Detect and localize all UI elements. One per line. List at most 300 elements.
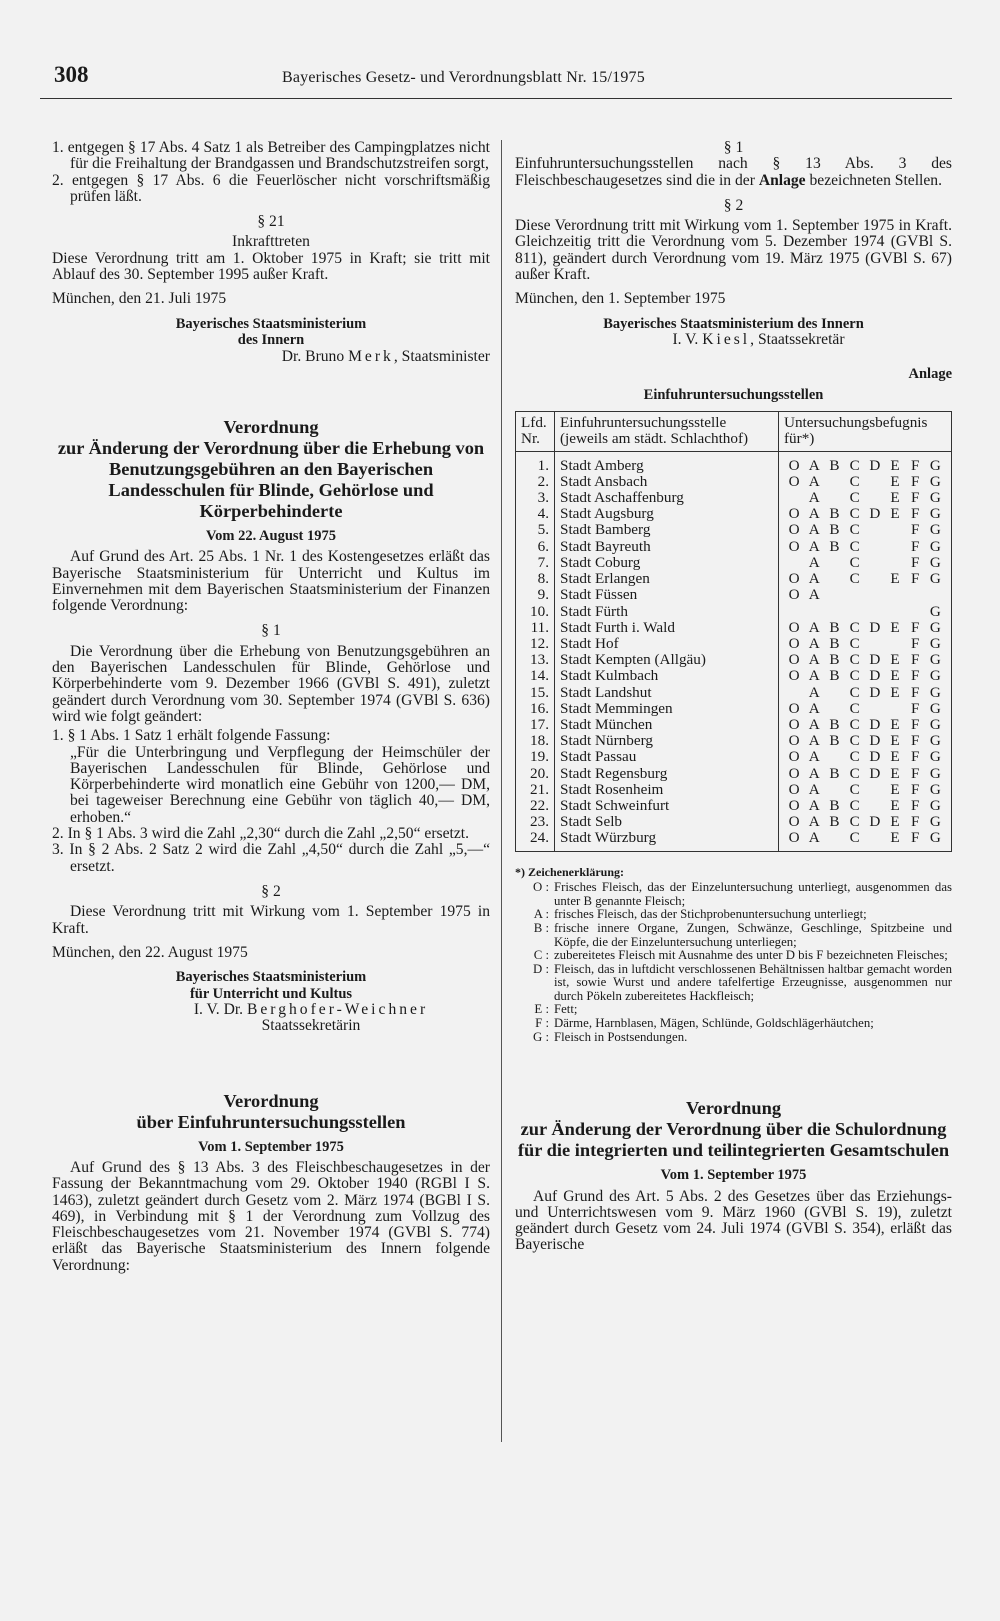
authority-code: A bbox=[808, 489, 820, 507]
authority-code: B bbox=[829, 732, 840, 750]
authority-code: E bbox=[890, 651, 900, 669]
authority-codes bbox=[779, 685, 952, 701]
authority-code: C bbox=[849, 570, 860, 588]
authority-line: für Unterricht und Kultus bbox=[189, 985, 353, 1002]
authority-codes bbox=[779, 490, 952, 506]
row-number: 11. bbox=[516, 620, 555, 636]
authority-code: O bbox=[788, 748, 800, 766]
table-row bbox=[516, 782, 952, 798]
authority-code: E bbox=[890, 829, 900, 847]
authority-code: F bbox=[910, 699, 920, 717]
authority-code: B bbox=[829, 505, 840, 523]
authority-line: Bayerisches Staatsministerium bbox=[175, 315, 367, 332]
legend-key: G : bbox=[533, 1029, 549, 1044]
authority-code: O bbox=[788, 796, 800, 814]
authority-code: C bbox=[849, 732, 860, 750]
legend-text: frisches Fleisch, das der Stichprobenuntersuchung unterliegt; bbox=[554, 907, 867, 922]
authority-code: G bbox=[929, 489, 941, 507]
station-name: Stadt Amberg bbox=[555, 451, 779, 474]
station-name: Stadt Landshut bbox=[555, 685, 779, 701]
authority-code: G bbox=[929, 813, 941, 831]
authority-code: O bbox=[788, 780, 800, 798]
authority-code: O bbox=[788, 537, 800, 555]
authority-code: C bbox=[849, 796, 860, 814]
authority-code: A bbox=[808, 748, 820, 766]
station-name: Stadt Bayreuth bbox=[555, 539, 779, 555]
legend-title: *) Zeichenerklärung: bbox=[515, 864, 624, 879]
row-number: 17. bbox=[516, 717, 555, 733]
section-number: § 1 bbox=[261, 622, 281, 640]
authority-code: F bbox=[910, 553, 920, 571]
authority-code: G bbox=[929, 602, 941, 620]
authority-code: A bbox=[808, 521, 820, 539]
station-name: Stadt Memmingen bbox=[555, 701, 779, 717]
authority-code: F bbox=[910, 829, 920, 847]
page-header bbox=[40, 58, 952, 99]
table-row bbox=[516, 717, 952, 733]
station-name: Stadt Würzburg bbox=[555, 830, 779, 851]
quote: „Für die Unterbringung und Verpflegung der Heimschüler der Bayerischen Landesschulen für Blinde, Gehörlose und Körperbehinderte wird monatlich eine Gebühr von 1200,— DM, bei tageweiser Berechnung eine Gebühr von täglich 40,— DM, erhoben.“ bbox=[70, 743, 490, 826]
legend-item bbox=[515, 1017, 952, 1031]
authority-code: C bbox=[849, 683, 860, 701]
station-name: Stadt Ansbach bbox=[555, 474, 779, 490]
ordinance-heading: Verordnung bbox=[685, 1098, 782, 1119]
ordinance-heading: Verordnung bbox=[223, 416, 319, 437]
station-name: Stadt Bamberg bbox=[555, 522, 779, 538]
authority-code: A bbox=[808, 618, 820, 636]
row-number: 1. bbox=[516, 451, 555, 474]
authority-code: G bbox=[929, 796, 941, 814]
authority-code: G bbox=[929, 634, 941, 652]
row-number: 12. bbox=[516, 636, 555, 652]
authority-code: B bbox=[829, 796, 840, 814]
ordinance-title: über Einfuhruntersuchungsstellen bbox=[136, 1111, 406, 1132]
row-number: 9. bbox=[516, 587, 555, 603]
place-date: München, den 21. Juli 1975 bbox=[52, 290, 227, 308]
table-row bbox=[516, 701, 952, 717]
authority-codes bbox=[779, 539, 952, 555]
authority-code: F bbox=[910, 521, 920, 539]
authority-code: G bbox=[929, 537, 941, 555]
station-name: Stadt Erlangen bbox=[555, 571, 779, 587]
table-row bbox=[516, 522, 952, 538]
authority-code: E bbox=[890, 489, 900, 507]
list-item: 3. In § 2 Abs. 2 Satz 2 wird die Zahl „4,50“ durch die Zahl „5,—“ ersetzt. bbox=[52, 841, 490, 875]
authority-code: E bbox=[890, 667, 900, 685]
section-text: Diese Verordnung tritt am 1. Oktober 1975 in Kraft; sie tritt mit Ablauf des 30. September 1995 außer Kraft. bbox=[52, 249, 490, 284]
authority-code: A bbox=[808, 683, 820, 701]
authority-code: D bbox=[869, 732, 881, 750]
authority-code: F bbox=[910, 796, 920, 814]
preamble: Auf Grund des Art. 25 Abs. 1 Nr. 1 des Kostengesetzes erläßt das Bayerische Staatsministerium für Unterricht und Kultus im Einvernehmen mit dem Bayerischen Staatsministerium der Finanzen folgende Verordnung: bbox=[52, 548, 490, 615]
ordinance-title: zur Änderung der Verordnung über die Erhebung von Benutzungsgebühren an den Bayerischen Landesschulen für Blinde, Gehörlose und Körperbehinderte bbox=[57, 437, 485, 521]
section-number: § 1 bbox=[723, 139, 744, 156]
legend-item bbox=[515, 1003, 952, 1017]
inspection-stations-table bbox=[515, 411, 952, 851]
authority-code: G bbox=[929, 618, 941, 636]
table-row bbox=[516, 571, 952, 587]
authority-code: C bbox=[849, 651, 860, 669]
row-number: 20. bbox=[516, 766, 555, 782]
authority-code: C bbox=[849, 829, 860, 847]
authority-code: O bbox=[788, 456, 800, 474]
table-row bbox=[516, 766, 952, 782]
authority-code: C bbox=[849, 505, 860, 523]
table-row bbox=[516, 587, 952, 603]
row-number: 14. bbox=[516, 668, 555, 684]
authority-codes bbox=[779, 766, 952, 782]
authority-code: B bbox=[829, 521, 840, 539]
station-name: Stadt Augsburg bbox=[555, 506, 779, 522]
authority-code: D bbox=[869, 813, 881, 831]
legend-key: B : bbox=[533, 920, 549, 935]
authority-codes bbox=[779, 636, 952, 652]
authority-codes bbox=[779, 830, 952, 851]
authority-code: C bbox=[849, 521, 860, 539]
authority-code: A bbox=[808, 586, 820, 604]
authority-code: B bbox=[829, 667, 840, 685]
authority-codes bbox=[779, 733, 952, 749]
legend-key: D : bbox=[533, 961, 549, 976]
ordinance-heading: Verordnung bbox=[223, 1090, 319, 1111]
left-column bbox=[52, 140, 490, 1274]
authority-codes bbox=[779, 474, 952, 490]
row-number: 2. bbox=[516, 474, 555, 490]
table-row bbox=[516, 636, 952, 652]
authority-code: E bbox=[890, 715, 900, 733]
legend-item bbox=[515, 1031, 952, 1045]
legend-text: frische innere Organe, Zungen, Schwänze, Geschlinge, Spitzbeine und Köpfe, die der Einzeluntersuchung unterliegen; bbox=[554, 920, 952, 949]
authority-codes bbox=[779, 652, 952, 668]
signature: I. V. Dr. Berghofer-Weichner bbox=[193, 1001, 429, 1019]
authority-code: B bbox=[829, 813, 840, 831]
legend-key: A : bbox=[533, 907, 549, 922]
authority-code: G bbox=[929, 829, 941, 847]
legend-item bbox=[515, 922, 952, 949]
authority-code: O bbox=[788, 472, 800, 490]
authority-code: A bbox=[808, 732, 820, 750]
legend-text: Fleisch, das in luftdicht verschlossenen Behältnissen haltbar gemacht worden ist, sowie Wurst und andere tafelfertige Erzeugnisse, ausgenommen nur durch Pökeln zubereitetes Hackfleisch; bbox=[554, 961, 952, 1003]
authority-code: G bbox=[929, 780, 941, 798]
authority-code: G bbox=[929, 553, 941, 571]
station-name: Stadt Hof bbox=[555, 636, 779, 652]
table-row bbox=[516, 798, 952, 814]
legend-text: zubereitetes Fleisch mit Ausnahme des unter D bis F bezeichneten Fleisches; bbox=[554, 948, 948, 963]
table-row bbox=[516, 506, 952, 522]
authority-code: O bbox=[788, 732, 800, 750]
authority-code: C bbox=[849, 472, 860, 490]
authority-codes bbox=[779, 749, 952, 765]
authority-code: F bbox=[910, 537, 920, 555]
authority-code: F bbox=[910, 683, 920, 701]
row-number: 22. bbox=[516, 798, 555, 814]
authority-code: G bbox=[929, 715, 941, 733]
row-number: 21. bbox=[516, 782, 555, 798]
authority-code: G bbox=[929, 651, 941, 669]
authority-codes bbox=[779, 522, 952, 538]
ordinance-date: Vom 22. August 1975 bbox=[206, 527, 336, 544]
authority-code: E bbox=[890, 570, 900, 588]
station-name: Stadt Aschaffenburg bbox=[555, 490, 779, 506]
authority-code: B bbox=[829, 618, 840, 636]
station-name: Stadt Fürth bbox=[555, 604, 779, 620]
authority-code: C bbox=[849, 715, 860, 733]
ordinance-title: zur Änderung der Verordnung über die Schulordnung für die integrierten und teilintegrierten Gesamtschulen bbox=[517, 1119, 950, 1161]
section-number: § 2 bbox=[723, 196, 744, 214]
section-number: § 21 bbox=[257, 213, 285, 231]
table-row bbox=[516, 733, 952, 749]
table-row bbox=[516, 749, 952, 765]
station-name: Stadt Passau bbox=[555, 749, 779, 765]
authority-code: B bbox=[829, 456, 840, 474]
authority-code: O bbox=[788, 505, 800, 523]
authority-code: F bbox=[910, 667, 920, 685]
authority-codes bbox=[779, 506, 952, 522]
authority-code: G bbox=[929, 505, 941, 523]
authority-code: E bbox=[890, 472, 900, 490]
authority-line: des Innern bbox=[237, 332, 305, 349]
authority-code: B bbox=[829, 764, 840, 782]
ordinance-date: Vom 1. September 1975 bbox=[660, 1167, 807, 1184]
authority-code: F bbox=[910, 472, 920, 490]
table-row bbox=[516, 555, 952, 571]
authority-codes bbox=[779, 587, 952, 603]
authority-code: D bbox=[869, 667, 881, 685]
authority-code: A bbox=[808, 829, 820, 847]
station-name: Stadt München bbox=[555, 717, 779, 733]
legend-text: Frisches Fleisch, das der Einzeluntersuchung unterliegt, ausgenommen das unter B genannte Fleisch; bbox=[554, 880, 952, 908]
authority-code: G bbox=[929, 570, 941, 588]
authority-code: O bbox=[788, 715, 800, 733]
legend-key: C : bbox=[533, 948, 549, 963]
row-number: 19. bbox=[516, 749, 555, 765]
row-number: 8. bbox=[516, 571, 555, 587]
station-name: Stadt Nürnberg bbox=[555, 733, 779, 749]
row-number: 15. bbox=[516, 685, 555, 701]
authority-code: C bbox=[849, 748, 860, 766]
authority-codes bbox=[779, 555, 952, 571]
authority-code: F bbox=[910, 813, 920, 831]
authority-code: F bbox=[910, 489, 920, 507]
authority-code: O bbox=[788, 586, 800, 604]
legend-item bbox=[515, 949, 952, 963]
table-row bbox=[516, 620, 952, 636]
authority-code: G bbox=[929, 764, 941, 782]
station-name: Stadt Coburg bbox=[555, 555, 779, 571]
authority-code: F bbox=[910, 651, 920, 669]
table-row bbox=[516, 451, 952, 474]
authority-code: E bbox=[890, 796, 900, 814]
column-divider bbox=[501, 140, 502, 1442]
authority-code: C bbox=[849, 456, 860, 474]
authority-codes bbox=[779, 701, 952, 717]
authority-code: A bbox=[808, 456, 820, 474]
legend-key: F : bbox=[535, 1016, 549, 1031]
station-name: Stadt Füssen bbox=[555, 587, 779, 603]
preamble: Auf Grund des § 13 Abs. 3 des Fleischbeschaugesetzes in der Fassung der Bekanntmachung vom 29. Oktober 1940 (RGBl I S. 1463), zuletzt geändert durch Gesetz vom 2. März 1974 (BGBl I S. 469), in Verbindung mit § 1 der Verordnung zum Vollzug des Fleischbeschaugesetzes vom 21. November 1974 (GVBl S. 774) erläßt das Bayerische Staatsministerium des Innern folgende Verordnung: bbox=[52, 1158, 490, 1274]
section-number: § 2 bbox=[261, 882, 281, 900]
authority-code: F bbox=[910, 748, 920, 766]
legend-item bbox=[515, 963, 952, 1004]
row-number: 10. bbox=[516, 604, 555, 620]
authority-code: F bbox=[910, 634, 920, 652]
row-number: 7. bbox=[516, 555, 555, 571]
right-column bbox=[515, 140, 952, 1254]
authority-code: C bbox=[849, 553, 860, 571]
row-number: 18. bbox=[516, 733, 555, 749]
authority-code: O bbox=[788, 570, 800, 588]
authority-code: G bbox=[929, 748, 941, 766]
authority-codes bbox=[779, 451, 952, 474]
authority-code: E bbox=[890, 748, 900, 766]
authority-code: C bbox=[849, 699, 860, 717]
authority-code: A bbox=[808, 699, 820, 717]
list-item: 1. § 1 Abs. 1 Satz 1 erhält folgende Fassung: bbox=[52, 727, 331, 745]
authority-code: E bbox=[890, 764, 900, 782]
station-name: Stadt Kempten (Allgäu) bbox=[555, 652, 779, 668]
station-name: Stadt Kulmbach bbox=[555, 668, 779, 684]
authority-code: F bbox=[910, 780, 920, 798]
table-row bbox=[516, 490, 952, 506]
authority-code: D bbox=[869, 715, 881, 733]
list-item: 2. In § 1 Abs. 3 wird die Zahl „2,30“ durch die Zahl „2,50“ ersetzt. bbox=[52, 825, 470, 843]
authority-code: A bbox=[808, 813, 820, 831]
authority-code: C bbox=[849, 489, 860, 507]
authority-code: F bbox=[910, 570, 920, 588]
authority-codes bbox=[779, 782, 952, 798]
authority-code: C bbox=[849, 634, 860, 652]
authority-code: E bbox=[890, 618, 900, 636]
row-number: 4. bbox=[516, 506, 555, 522]
authority-code: B bbox=[829, 651, 840, 669]
authority-code: D bbox=[869, 748, 881, 766]
authority-code: D bbox=[869, 618, 881, 636]
legend bbox=[515, 866, 952, 1045]
table-row bbox=[516, 474, 952, 490]
authority-code: F bbox=[910, 732, 920, 750]
authority-code: G bbox=[929, 732, 941, 750]
table-row bbox=[516, 539, 952, 555]
station-name: Stadt Selb bbox=[555, 814, 779, 830]
authority-code: B bbox=[829, 715, 840, 733]
authority-code: O bbox=[788, 667, 800, 685]
table-header-authority: Untersuchungsbefugnis für*) bbox=[779, 412, 952, 451]
table-row bbox=[516, 830, 952, 851]
authority-code: A bbox=[808, 780, 820, 798]
legend-item bbox=[515, 908, 952, 922]
row-number: 13. bbox=[516, 652, 555, 668]
row-number: 23. bbox=[516, 814, 555, 830]
authority-code: G bbox=[929, 683, 941, 701]
authority-code: O bbox=[788, 651, 800, 669]
authority-line: Bayerisches Staatsministerium bbox=[175, 969, 367, 986]
authority-line: Bayerisches Staatsministerium des Innern bbox=[603, 315, 864, 332]
signature-role: Staatssekretärin bbox=[261, 1017, 361, 1035]
legend-text: Fett; bbox=[554, 1002, 578, 1017]
place-date: München, den 1. September 1975 bbox=[515, 290, 726, 308]
legend-text: Därme, Harnblasen, Mägen, Schlünde, Goldschlägerhäutchen; bbox=[554, 1016, 874, 1031]
authority-codes bbox=[779, 571, 952, 587]
authority-code: F bbox=[910, 764, 920, 782]
authority-code: A bbox=[808, 553, 820, 571]
authority-code: A bbox=[808, 764, 820, 782]
authority-code: D bbox=[869, 456, 881, 474]
table-row bbox=[516, 668, 952, 684]
authority-code: G bbox=[929, 472, 941, 490]
section-text: Diese Verordnung tritt mit Wirkung vom 1. September 1975 in Kraft. Gleichzeitig tritt die Verordnung vom 5. Dezember 1974 (GVBl S. 811), geändert durch Verordnung vom 19. März 1975 (GVBl S. 67) außer Kraft. bbox=[515, 217, 952, 284]
authority-code: A bbox=[808, 634, 820, 652]
table-row bbox=[516, 685, 952, 701]
authority-code: F bbox=[910, 618, 920, 636]
authority-code: C bbox=[849, 764, 860, 782]
authority-code: G bbox=[929, 521, 941, 539]
authority-codes bbox=[779, 604, 952, 620]
station-name: Stadt Rosenheim bbox=[555, 782, 779, 798]
authority-code: G bbox=[929, 699, 941, 717]
appendix-label: Anlage bbox=[908, 366, 952, 383]
authority-code: A bbox=[808, 651, 820, 669]
authority-code: O bbox=[788, 813, 800, 831]
row-number: 16. bbox=[516, 701, 555, 717]
authority-code: D bbox=[869, 683, 881, 701]
authority-code: D bbox=[869, 651, 881, 669]
list-item: 2. entgegen § 17 Abs. 6 die Feuerlöscher nicht vorschriftsmäßig prüfen läßt. bbox=[52, 171, 490, 205]
authority-code: O bbox=[788, 764, 800, 782]
authority-code: C bbox=[849, 813, 860, 831]
table-row bbox=[516, 814, 952, 830]
row-number: 3. bbox=[516, 490, 555, 506]
table-title: Einfuhruntersuchungsstellen bbox=[643, 386, 824, 403]
signature: I. V. Kiesl, Staatssekretär bbox=[672, 331, 845, 349]
authority-code: G bbox=[929, 667, 941, 685]
authority-code: C bbox=[849, 618, 860, 636]
authority-code: G bbox=[929, 456, 941, 474]
authority-code: A bbox=[808, 472, 820, 490]
table-row bbox=[516, 652, 952, 668]
running-title: Bayerisches Gesetz- und Verordnungsblatt Nr. 15/1975 bbox=[282, 69, 645, 86]
authority-codes bbox=[779, 620, 952, 636]
table-header-station: Einfuhruntersuchungsstelle (jeweils am städt. Schlachthof) bbox=[555, 412, 779, 451]
authority-code: E bbox=[890, 780, 900, 798]
authority-code: A bbox=[808, 570, 820, 588]
place-date: München, den 22. August 1975 bbox=[52, 943, 248, 961]
section-text: Einfuhruntersuchungsstellen nach § 13 Abs. 3 des Fleischbeschaugesetzes sind die in der Anlage bezeichneten Stellen. bbox=[515, 155, 952, 189]
table-row bbox=[516, 604, 952, 620]
legend-text: Fleisch in Postsendungen. bbox=[554, 1029, 688, 1044]
section-text: Die Verordnung über die Erhebung von Benutzungsgebühren an den Bayerischen Landesschulen für Blinde, Gehörlose und Körperbehinderte vom 9. Dezember 1966 (GVBl S. 491), zuletzt geändert durch Verordnung vom 30. September 1974 (GVBl S. 636) wird wie folgt geändert: bbox=[52, 642, 490, 725]
authority-codes bbox=[779, 814, 952, 830]
authority-code: F bbox=[910, 456, 920, 474]
authority-code: E bbox=[890, 505, 900, 523]
legend-key: O : bbox=[533, 880, 549, 895]
station-name: Stadt Furth i. Wald bbox=[555, 620, 779, 636]
table-header-nr: Lfd. Nr. bbox=[516, 412, 555, 451]
authority-code: A bbox=[808, 667, 820, 685]
authority-code: E bbox=[890, 732, 900, 750]
authority-codes bbox=[779, 798, 952, 814]
station-name: Stadt Regensburg bbox=[555, 766, 779, 782]
authority-code: O bbox=[788, 634, 800, 652]
authority-code: E bbox=[890, 456, 900, 474]
authority-code: B bbox=[829, 634, 840, 652]
authority-code: D bbox=[869, 505, 881, 523]
section-text: Diese Verordnung tritt mit Wirkung vom 1. September 1975 in Kraft. bbox=[52, 903, 490, 937]
authority-codes bbox=[779, 668, 952, 684]
row-number: 5. bbox=[516, 522, 555, 538]
authority-code: A bbox=[808, 537, 820, 555]
row-number: 24. bbox=[516, 830, 555, 851]
authority-code: A bbox=[808, 796, 820, 814]
